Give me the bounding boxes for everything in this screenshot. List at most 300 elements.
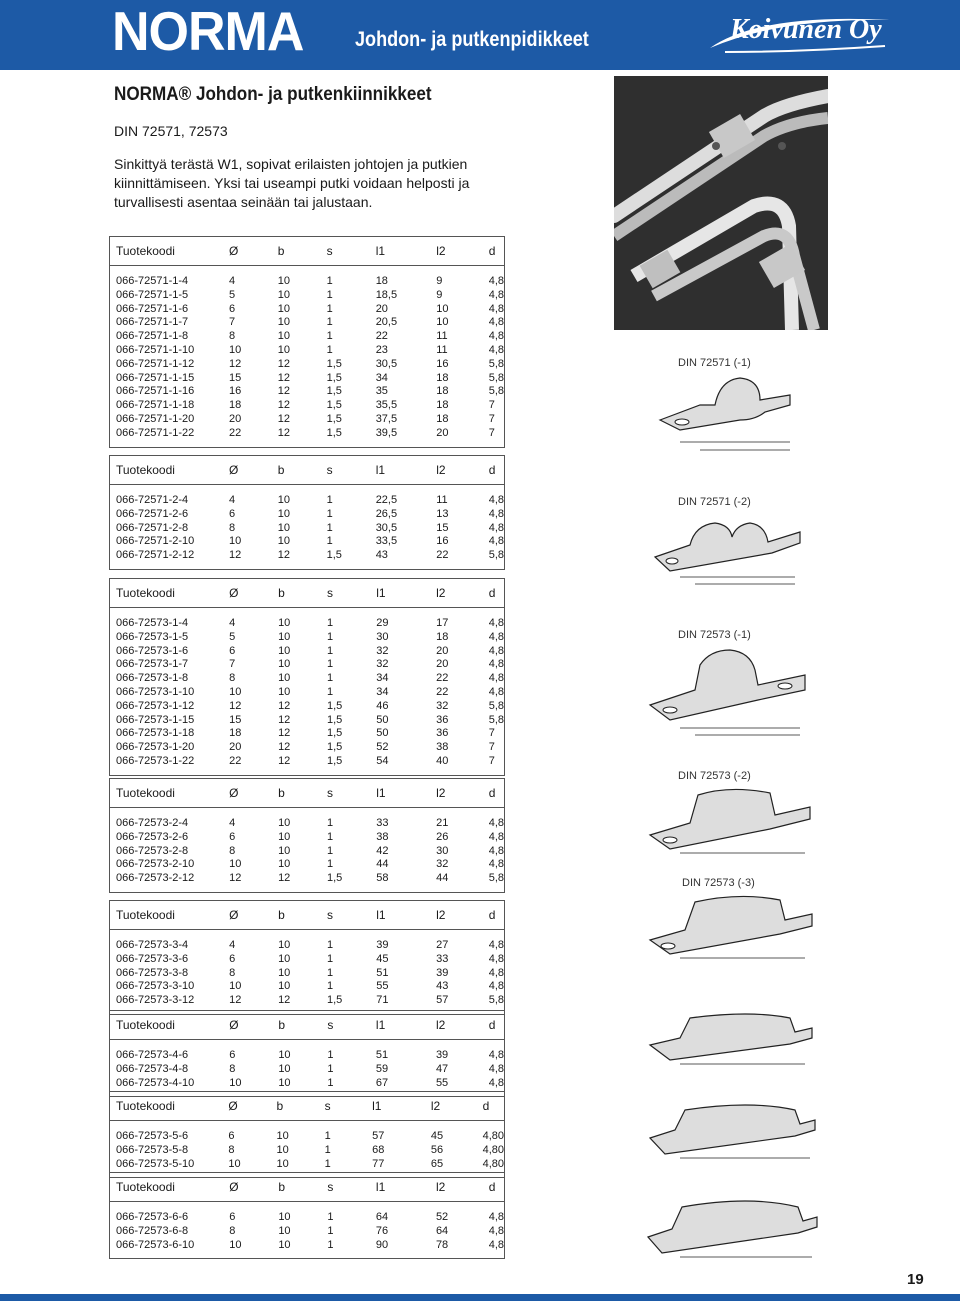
table-row (110, 700, 505, 714)
column-header: d (483, 237, 505, 266)
table-cell: 11 (436, 343, 448, 356)
table-header-row (110, 1011, 505, 1040)
table-cell: 57 (436, 994, 449, 1007)
table-cell: 30 (436, 844, 449, 857)
table-cell: 30,5 (375, 357, 398, 370)
table-row (110, 858, 505, 872)
column-header: d (483, 456, 505, 485)
table-cell: 10 (278, 939, 291, 951)
table-cell: 67 (375, 1076, 389, 1089)
table-row (110, 303, 505, 317)
table-cell: 1 (327, 685, 334, 698)
table-row (110, 549, 505, 569)
column-header: l1 (370, 901, 430, 930)
table-cell: 45 (430, 1130, 444, 1142)
table-cell: 1 (327, 658, 334, 671)
table-cell: 58 (376, 872, 389, 885)
table-cell: 10 (278, 844, 291, 857)
table-cell: 12 (278, 741, 291, 754)
table-cell: 10 (277, 316, 291, 329)
table-cell: 26,5 (375, 507, 398, 520)
table-cell: 47 (435, 1062, 449, 1075)
table-cell: 10 (436, 316, 449, 329)
table-row (110, 953, 505, 967)
table-cell: 11 (436, 494, 448, 506)
table-header-row (110, 237, 505, 266)
table-cell: 1,5 (327, 699, 343, 712)
column-header: d (483, 779, 505, 808)
table-cell: 10 (278, 980, 291, 993)
table-cell: 4,8 (488, 1238, 504, 1251)
table-cell: 8 (229, 966, 236, 979)
table-cell: 7 (229, 658, 236, 671)
table-cell: 18 (436, 630, 449, 643)
norma-logo: NORMA (112, 1, 304, 63)
column-header: Ø (222, 1092, 270, 1121)
table-cell: 8 (229, 844, 236, 857)
table-cell: 34 (376, 672, 389, 685)
table-cell: 066-72573-1-22 (116, 754, 195, 767)
table-cell: 066-72571-1-18 (116, 399, 195, 412)
column-header: Tuotekoodi (110, 1011, 224, 1040)
table-row (110, 485, 505, 508)
diagram-din72573-2 (640, 765, 820, 860)
table-cell: 64 (375, 1211, 389, 1223)
table-cell: 12 (277, 385, 291, 398)
column-header: s (321, 237, 370, 266)
table-cell: 12 (277, 549, 291, 562)
table-cell: 22 (375, 330, 388, 343)
table-cell: 54 (376, 754, 389, 767)
table-cell: 4,8 (488, 330, 504, 343)
table-row (110, 658, 505, 672)
table-cell: 5,8 (488, 872, 504, 885)
table-cell: 4,8 (488, 507, 504, 520)
table-row (110, 385, 505, 399)
table-cell: 16 (436, 535, 449, 548)
column-header: l1 (370, 579, 430, 608)
table-row (110, 930, 505, 953)
table-cell: 1 (327, 939, 334, 951)
table-row (110, 845, 505, 859)
table-cell: 12 (277, 412, 291, 425)
table-cell: 4 (229, 275, 236, 287)
table-row (110, 608, 505, 631)
table-cell: 10 (278, 1076, 291, 1089)
table-cell: 1,5 (327, 727, 343, 740)
table-cell: 15 (436, 521, 449, 534)
table-cell: 1,5 (326, 371, 342, 384)
column-header: l2 (430, 579, 483, 608)
table-cell: 50 (376, 727, 389, 740)
table-cell: 066-72571-2-6 (116, 507, 189, 520)
table-row (110, 266, 505, 289)
table-cell: 1 (326, 275, 333, 287)
table-row (110, 967, 505, 981)
table-cell: 4,8 (488, 830, 504, 843)
table-cell: 5,8 (488, 699, 504, 712)
table-cell: 066-72571-2-10 (116, 535, 195, 548)
table-cell: 066-72573-5-8 (116, 1143, 189, 1156)
table-cell: 5,8 (488, 713, 504, 726)
table-cell: 51 (375, 1049, 389, 1061)
table-cell: 10 (278, 685, 291, 698)
table-cell: 10 (229, 685, 242, 698)
diagram-din72573-5 (640, 1090, 820, 1165)
table-cell: 4,80 (482, 1130, 504, 1142)
table-cell: 066-72571-2-12 (116, 549, 195, 562)
table-cell: 8 (228, 1143, 235, 1156)
table-cell: 6 (229, 644, 236, 657)
table-cell: 066-72573-4-10 (116, 1076, 195, 1089)
table-cell: 066-72573-3-10 (116, 980, 195, 993)
table-cell: 20 (229, 741, 242, 754)
table-cell: 15 (229, 713, 242, 726)
table-cell: 066-72573-3-12 (116, 994, 195, 1007)
table-cell: 52 (376, 741, 389, 754)
table-cell: 4,8 (488, 288, 504, 301)
table-cell: 9 (436, 288, 443, 301)
table-cell: 44 (436, 872, 449, 885)
table-cell: 4,8 (488, 302, 504, 315)
table-cell: 4,8 (488, 672, 504, 685)
table-cell: 12 (278, 699, 291, 712)
table-cell: 71 (376, 994, 389, 1007)
table-cell: 066-72573-1-12 (116, 699, 195, 712)
table-cell: 4 (229, 817, 236, 829)
column-header: s (321, 1173, 370, 1202)
column-header: s (321, 579, 370, 608)
table-cell: 8 (229, 1224, 236, 1237)
table-cell: 40 (436, 754, 449, 767)
table-cell: 7 (488, 741, 495, 754)
table-cell: 55 (435, 1076, 449, 1089)
table-cell: 10 (278, 1224, 291, 1237)
table-cell: 35,5 (375, 399, 398, 412)
product-description: Sinkittyä terästä W1, sopivat erilaisten johtojen ja putkien kiinnittämiseen. Yksi tai useampi putki voidaan helposti ja turvallisesti asentaa seinään tai jalustaan. (114, 156, 470, 210)
table-cell: 066-72571-1-6 (116, 302, 189, 315)
table-cell: 066-72573-4-8 (116, 1062, 189, 1075)
table-cell: 4,8 (488, 1049, 504, 1061)
table-cell: 1 (326, 288, 333, 301)
table-cell: 4,8 (488, 952, 504, 965)
column-header: b (272, 456, 321, 485)
table-cell: 066-72573-2-8 (116, 844, 189, 857)
table-cell: 8 (229, 1062, 236, 1075)
table-cell: 7 (488, 399, 495, 412)
table-cell: 1,5 (327, 713, 343, 726)
table-cell: 12 (229, 699, 242, 712)
table-cell: 1 (327, 1062, 334, 1075)
page-title: NORMA® Johdon- ja putkenkiinnikkeet (114, 84, 432, 105)
column-header: l1 (370, 456, 431, 485)
column-header: Tuotekoodi (110, 901, 224, 930)
table-cell: 10 (278, 630, 291, 643)
table-cell: 51 (376, 966, 389, 979)
table-cell: 4,8 (488, 1211, 504, 1223)
column-header: Ø (223, 237, 272, 266)
table-cell: 4,8 (488, 630, 504, 643)
table-cell: 066-72571-2-4 (116, 494, 189, 506)
table-header-row (110, 901, 505, 930)
table-cell: 12 (277, 371, 291, 384)
table-row (110, 1144, 505, 1158)
column-header: Tuotekoodi (110, 1092, 223, 1121)
table-cell: 4,8 (488, 817, 504, 829)
column-header: s (321, 779, 370, 808)
table-cell: 39 (436, 966, 449, 979)
table-cell: 12 (277, 399, 291, 412)
table-cell: 22 (229, 426, 242, 439)
table-cell: 1,5 (327, 754, 343, 767)
table-cell: 1 (327, 644, 334, 657)
table-cell: 29 (376, 617, 389, 629)
table-row (110, 399, 505, 413)
table-cell: 066-72571-1-5 (116, 288, 189, 301)
table-cell: 4,8 (488, 316, 504, 329)
table-row (110, 344, 505, 358)
table-cell: 20 (229, 412, 242, 425)
column-header: b (272, 779, 321, 808)
table-cell: 066-72571-2-8 (116, 521, 189, 534)
column-header: b (272, 1011, 321, 1040)
diagram-label: DIN 72573 (-3) (682, 877, 755, 889)
table-cell: 5,8 (488, 385, 504, 398)
table-cell: 066-72573-1-6 (116, 644, 189, 657)
table-cell: 18 (375, 275, 388, 287)
table-cell: 066-72573-6-10 (116, 1238, 195, 1251)
table-cell: 10 (277, 507, 291, 520)
table-cell: 9 (436, 275, 443, 287)
footer-bar (0, 1294, 960, 1301)
table-cell: 1,5 (326, 426, 342, 439)
table-cell: 36 (436, 727, 449, 740)
table-cell: 10 (278, 966, 291, 979)
column-header: Ø (223, 579, 272, 608)
table-cell: 32 (376, 658, 389, 671)
table-cell: 1 (327, 952, 334, 965)
table-cell: 1 (327, 966, 334, 979)
table-cell: 066-72571-1-22 (116, 426, 195, 439)
table-cell: 5,8 (488, 549, 504, 562)
table-row (110, 631, 505, 645)
table-row (110, 1063, 505, 1077)
table-header-row (110, 1092, 505, 1121)
column-header: b (272, 901, 321, 930)
column-header: s (321, 456, 370, 485)
table-cell: 27 (436, 939, 449, 951)
table-cell: 6 (229, 507, 236, 520)
table-cell: 066-72571-1-12 (116, 357, 195, 370)
table-cell: 1,5 (326, 357, 342, 370)
table-cell: 15 (229, 371, 242, 384)
table-cell: 6 (229, 1211, 236, 1223)
table-header-row (110, 579, 505, 608)
table-cell: 066-72573-1-10 (116, 685, 195, 698)
column-header: l2 (430, 1011, 483, 1040)
table-cell: 76 (375, 1224, 389, 1237)
diagram-din72571-1 (640, 350, 820, 455)
table-cell: 4 (229, 617, 236, 629)
table-cell: 90 (375, 1238, 389, 1251)
table-cell: 1,5 (327, 741, 343, 754)
table-cell: 10 (278, 658, 291, 671)
column-header: d (483, 1173, 505, 1202)
table-row (110, 831, 505, 845)
table-cell: 1 (327, 1224, 334, 1237)
column-header: b (272, 579, 321, 608)
table-cell: 1 (326, 494, 333, 506)
table-cell: 1 (327, 1049, 334, 1061)
table-row (110, 1121, 505, 1144)
table-cell: 18 (436, 371, 449, 384)
table-cell: 066-72573-2-12 (116, 872, 195, 885)
table-cell: 78 (435, 1238, 449, 1251)
table-cell: 12 (277, 426, 291, 439)
table-cell: 066-72573-2-4 (116, 817, 189, 829)
table-cell: 4,8 (488, 494, 504, 506)
column-header: l1 (370, 1011, 430, 1040)
table-cell: 6 (229, 302, 236, 315)
table-cell: 6 (229, 1049, 236, 1061)
table-cell: 30 (376, 630, 389, 643)
table-cell: 066-72573-1-7 (116, 658, 189, 671)
table-cell: 1 (326, 535, 333, 548)
table-cell: 18 (436, 412, 449, 425)
table-cell: 066-72573-1-4 (116, 617, 189, 629)
table-cell: 10 (278, 1062, 291, 1075)
table-row (110, 1040, 505, 1063)
table-cell: 1,5 (326, 549, 342, 562)
table-row (110, 289, 505, 303)
column-header: Tuotekoodi (110, 456, 224, 485)
table-cell: 6 (229, 830, 236, 843)
table-cell: 1 (326, 343, 333, 356)
diagram-din72573-6 (640, 1185, 820, 1265)
table-cell: 4,80 (482, 1143, 504, 1156)
table-cell: 066-72573-5-6 (116, 1130, 189, 1142)
column-header: Ø (223, 779, 272, 808)
table-cell: 066-72573-3-6 (116, 952, 189, 965)
table-cell: 22,5 (375, 494, 398, 506)
table-cell: 12 (278, 727, 291, 740)
table-cell: 1 (326, 507, 333, 520)
table-cell: 21 (436, 817, 449, 829)
table-cell: 42 (376, 844, 389, 857)
table-cell: 066-72571-1-4 (116, 275, 189, 287)
product-photo (614, 76, 828, 330)
table-cell: 6 (228, 1130, 235, 1142)
table-cell: 1 (327, 617, 334, 629)
diagram-label: DIN 72573 (-1) (678, 629, 751, 641)
table-cell: 18 (436, 385, 449, 398)
table-row (110, 672, 505, 686)
column-header: l1 (370, 1173, 430, 1202)
table-cell: 12 (278, 754, 291, 767)
table-cell: 12 (277, 357, 291, 370)
column-header: s (321, 1011, 370, 1040)
table-cell: 1 (327, 630, 334, 643)
table-cell: 1 (327, 1211, 334, 1223)
table-cell: 4,8 (488, 939, 504, 951)
table-header-row (110, 779, 505, 808)
column-header: s (321, 901, 370, 930)
table-cell: 11 (436, 330, 448, 343)
table-cell: 066-72573-1-5 (116, 630, 189, 643)
table-cell: 066-72571-1-20 (116, 412, 195, 425)
column-header: l1 (370, 237, 431, 266)
spec-table (109, 1172, 505, 1259)
table-cell: 33 (376, 817, 389, 829)
table-cell: 1,5 (327, 994, 343, 1007)
table-cell: 1 (327, 1238, 334, 1251)
table-cell: 1 (326, 302, 333, 315)
table-cell: 1,5 (326, 399, 342, 412)
spec-table (109, 578, 505, 776)
table-cell: 20,5 (375, 316, 398, 329)
table-cell: 1 (327, 817, 334, 829)
table-cell: 12 (229, 357, 242, 370)
table-cell: 55 (376, 980, 389, 993)
table-cell: 22 (436, 549, 449, 562)
table-cell: 066-72573-1-18 (116, 727, 195, 740)
table-cell: 35 (375, 385, 388, 398)
table-cell: 10 (277, 343, 291, 356)
table-cell: 34 (375, 371, 388, 384)
table-cell: 65 (430, 1157, 444, 1170)
table-cell: 10 (276, 1130, 289, 1142)
table-cell: 13 (436, 507, 449, 520)
column-header: Tuotekoodi (110, 779, 224, 808)
table-cell: 8 (229, 521, 236, 534)
table-row (110, 872, 505, 892)
page-number: 19 (907, 1271, 924, 1288)
table-cell: 4,8 (488, 844, 504, 857)
table-cell: 4,8 (488, 1062, 504, 1075)
column-header: Ø (223, 1173, 272, 1202)
table-cell: 30,5 (375, 521, 398, 534)
table-cell: 1,5 (326, 385, 342, 398)
table-cell: 10 (278, 1049, 291, 1061)
table-cell: 4,8 (488, 966, 504, 979)
table-cell: 10 (278, 644, 291, 657)
table-cell: 066-72573-3-4 (116, 939, 189, 951)
table-row (110, 1239, 505, 1259)
table-cell: 32 (436, 699, 449, 712)
table-cell: 066-72573-1-8 (116, 672, 189, 685)
table-cell: 10 (277, 494, 291, 506)
column-header: b (271, 1092, 319, 1121)
table-cell: 20 (436, 658, 449, 671)
table-cell: 57 (372, 1130, 385, 1142)
spec-table (109, 236, 505, 448)
column-header: l2 (430, 237, 482, 266)
table-cell: 1 (326, 316, 333, 329)
diagram-label: DIN 72571 (-2) (678, 496, 751, 508)
table-cell: 1 (327, 858, 334, 871)
table-cell: 18,5 (375, 288, 398, 301)
table-cell: 066-72573-6-6 (116, 1211, 189, 1223)
table-cell: 59 (375, 1062, 389, 1075)
table-cell: 066-72573-2-10 (116, 858, 195, 871)
table-cell: 066-72573-1-15 (116, 713, 195, 726)
table-cell: 4,8 (488, 658, 504, 671)
table-cell: 26 (436, 830, 449, 843)
table-cell: 1 (327, 830, 334, 843)
table-cell: 7 (488, 412, 495, 425)
table-cell: 1 (324, 1143, 331, 1156)
table-cell: 10 (229, 1076, 242, 1089)
